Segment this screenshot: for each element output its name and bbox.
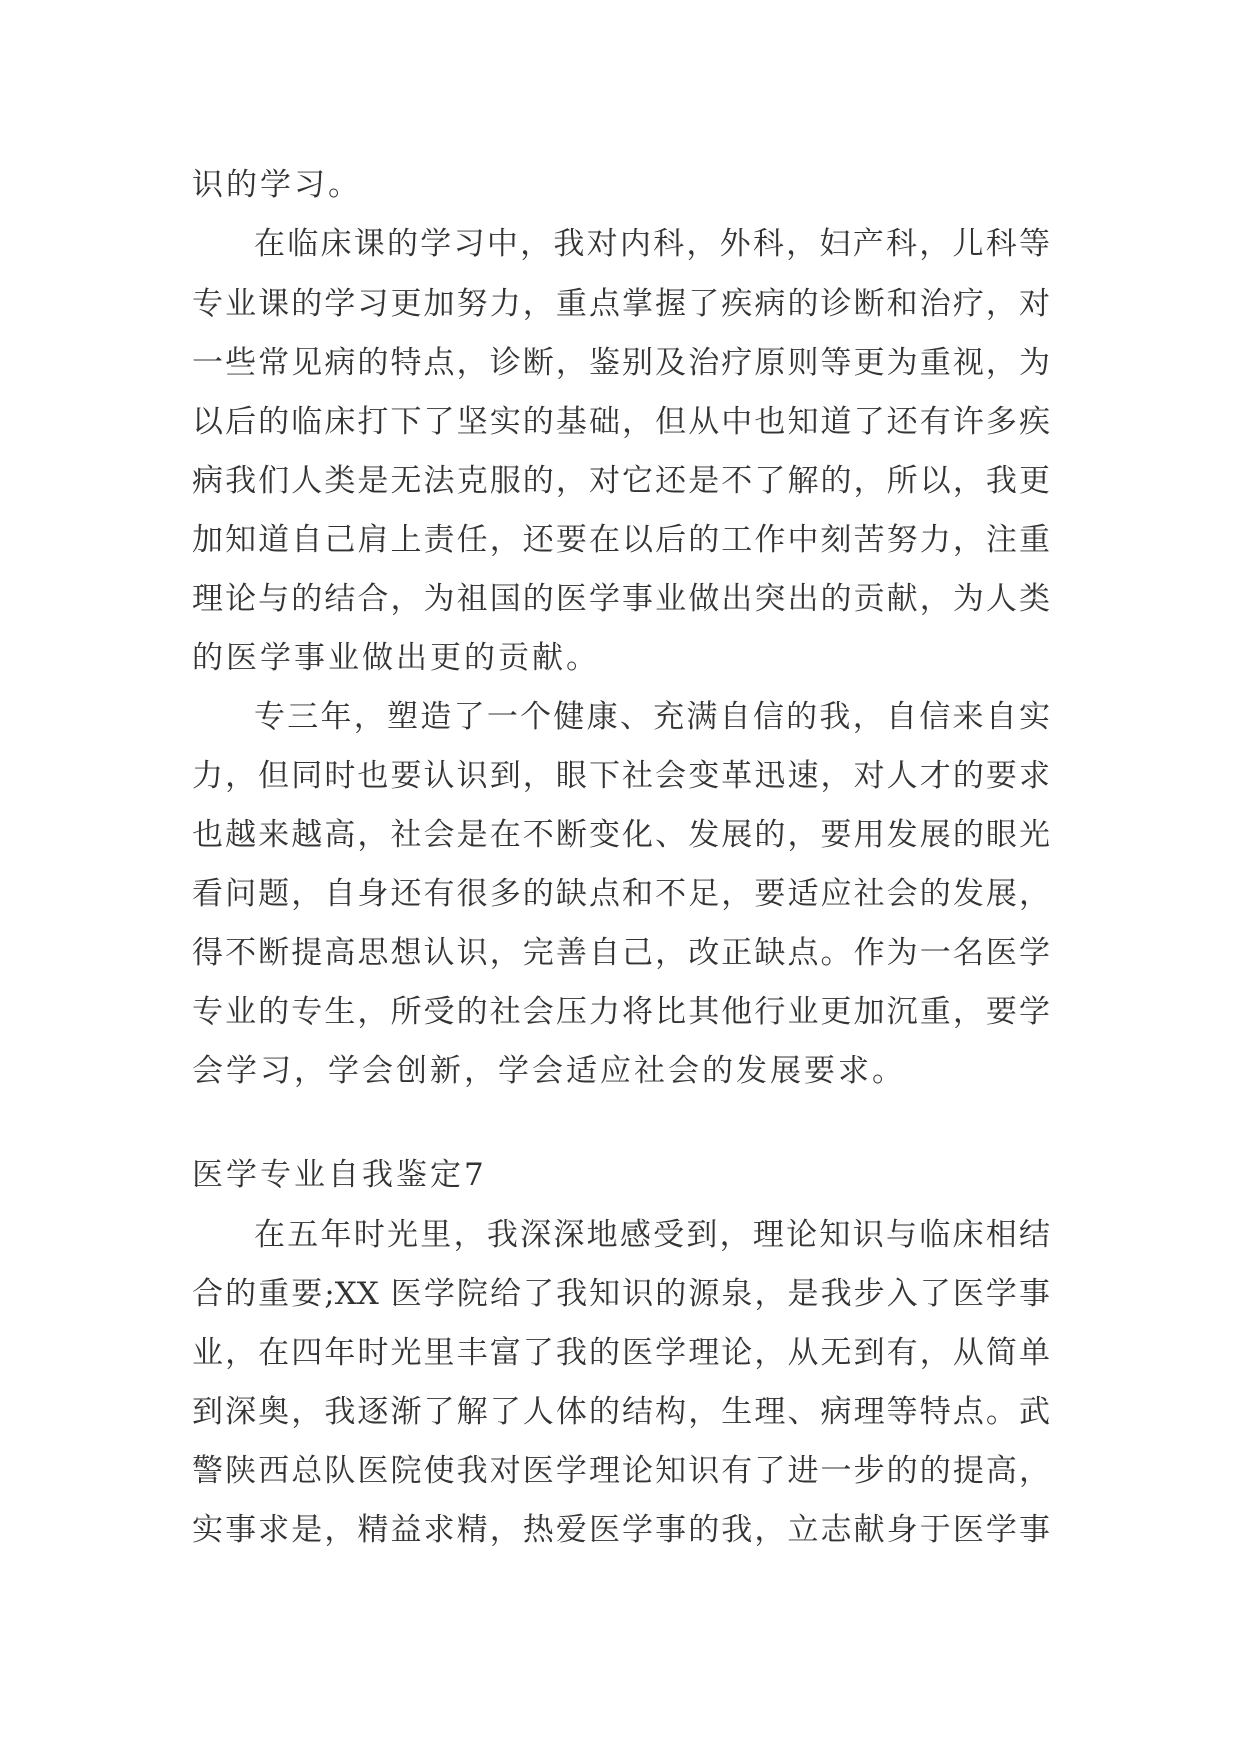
text-line: 到深奥，我逐渐了解了人体的结构，生理、病理等特点。武 [192, 1394, 1050, 1430]
text-line: 也越来越高，社会是在不断变化、发展的，要用发展的眼光 [192, 817, 1050, 853]
text-line: 理论与的结合，为祖国的医学事业做出突出的贡献，为人类 [192, 581, 1050, 617]
text-line: 识的学习。 [192, 167, 362, 203]
text-line: 力，但同时也要认识到，眼下社会变革迅速，对人才的要求 [192, 758, 1050, 794]
text-line: 警陕西总队医院使我对医学理论知识有了进一步的的提高， [192, 1453, 1050, 1489]
text-line: 加知道自己肩上责任，还要在以后的工作中刻苦努力，注重 [192, 522, 1050, 558]
text-line: 以后的临床打下了坚实的基础，但从中也知道了还有许多疾 [192, 404, 1050, 440]
section-heading: 医学专业自我鉴定7 [192, 1157, 487, 1193]
text-line: 专业课的学习更加努力，重点掌握了疾病的诊断和治疗，对 [192, 286, 1050, 322]
text-line: 会学习，学会创新，学会适应社会的发展要求。 [192, 1053, 906, 1089]
text-line: 得不断提高思想认识，完善自己，改正缺点。作为一名医学 [192, 935, 1050, 971]
text-line: 专业的专生，所受的社会压力将比其他行业更加沉重，要学 [192, 994, 1050, 1030]
text-line: 在五年时光里，我深深地感受到，理论知识与临床相结 [254, 1217, 1050, 1253]
text-line: 业，在四年时光里丰富了我的医学理论，从无到有，从简单 [192, 1335, 1050, 1371]
text-line: 在临床课的学习中，我对内科，外科，妇产科，儿科等 [254, 226, 1050, 262]
text-line: 专三年，塑造了一个健康、充满自信的我，自信来自实 [254, 699, 1050, 735]
text-line: 一些常见病的特点，诊断，鉴别及治疗原则等更为重视，为 [192, 345, 1050, 381]
text-line: 看问题，自身还有很多的缺点和不足，要适应社会的发展， [192, 876, 1050, 912]
text-line: 的医学事业做出更的贡献。 [192, 640, 600, 676]
text-line: 实事求是，精益求精，热爱医学事的我，立志献身于医学事 [192, 1512, 1050, 1548]
text-line: 合的重要;XX 医学院给了我知识的源泉，是我步入了医学事 [192, 1276, 1050, 1312]
text-line: 病我们人类是无法克服的，对它还是不了解的，所以，我更 [192, 463, 1050, 499]
